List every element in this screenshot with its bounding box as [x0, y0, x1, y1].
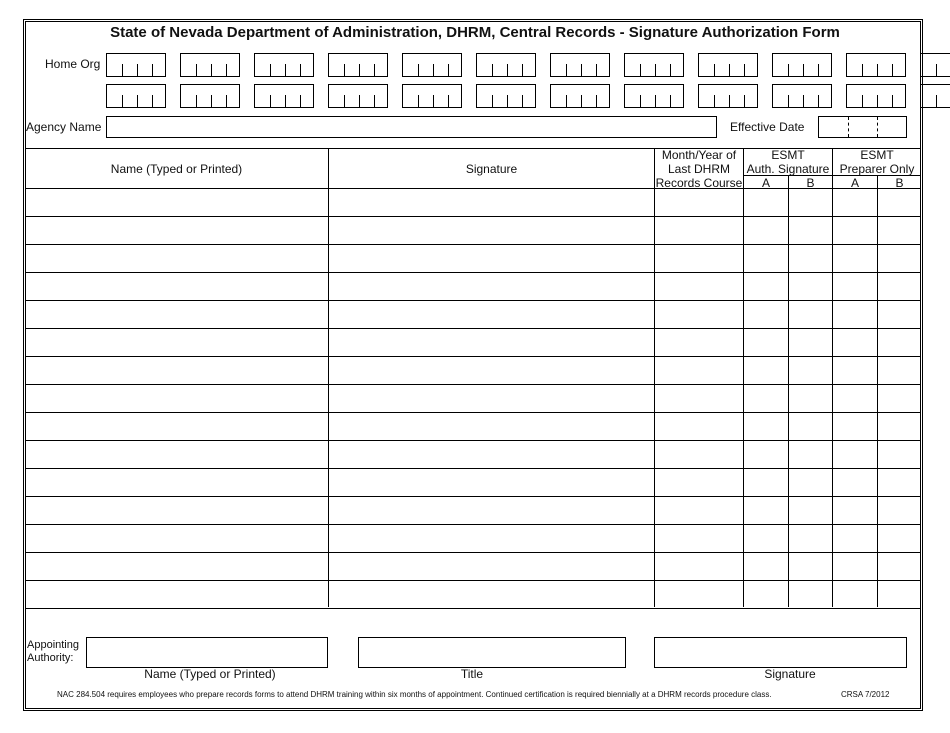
home-org-segment-input[interactable] [254, 84, 314, 108]
segment-divider [936, 95, 937, 107]
segment-divider [448, 95, 449, 107]
home-org-segment-input[interactable] [920, 84, 950, 108]
header-esmt-preparer [833, 148, 921, 176]
table-row-line [25, 216, 921, 217]
agency-name-input[interactable] [106, 116, 717, 138]
table-row-line [25, 328, 921, 329]
col-divider [877, 175, 878, 607]
segment-divider [359, 64, 360, 76]
appointing-name-caption: Name (Typed or Printed) [144, 667, 276, 681]
segment-divider [226, 95, 227, 107]
home-org-segment-input[interactable] [328, 84, 388, 108]
segment-divider [862, 95, 863, 107]
segment-divider [359, 95, 360, 107]
nac-notice: NAC 284.504 requires employees who prepare records forms to attend DHRM training within six months of appointment. Continued certification is required biennially at a DHRM records procedure class. [57, 690, 772, 699]
segment-divider [448, 64, 449, 76]
home-org-segment-input[interactable] [254, 53, 314, 77]
segment-divider [418, 95, 419, 107]
home-org-segment-input[interactable] [698, 53, 758, 77]
segment-divider [892, 95, 893, 107]
segment-divider [788, 95, 789, 107]
table-row-line [25, 524, 921, 525]
form-id: CRSA 7/2012 [841, 690, 890, 699]
appointing-title-input[interactable] [358, 637, 626, 668]
home-org-segment-input[interactable] [106, 84, 166, 108]
appointing-authority-label [27, 639, 79, 665]
table-row-line [25, 384, 921, 385]
form-title: State of Nevada Department of Administration, DHRM, Central Records - Signature Authorization Form [110, 24, 840, 41]
header-esmt-auth [744, 148, 832, 176]
segment-divider [936, 64, 937, 76]
segment-divider [122, 64, 123, 76]
segment-divider [270, 64, 271, 76]
appointing-label-line2: Authority: [27, 652, 74, 664]
header-esmt-auth-line1: ESMT [771, 148, 805, 162]
segment-divider [744, 64, 745, 76]
header-auth-a: A [761, 176, 770, 190]
segment-divider [522, 95, 523, 107]
header-prep-a: A [850, 176, 859, 190]
header-course-line3: Records Course [655, 176, 743, 190]
home-org-segment-input[interactable] [772, 84, 832, 108]
segment-divider [596, 95, 597, 107]
home-org-segment-input[interactable] [624, 84, 684, 108]
segment-divider [433, 64, 434, 76]
home-org-segment-input[interactable] [846, 53, 906, 77]
segment-divider [670, 95, 671, 107]
agency-name-label: Agency Name [26, 120, 102, 134]
segment-divider [344, 95, 345, 107]
segment-divider [581, 64, 582, 76]
date-separator [877, 117, 878, 137]
segment-divider [655, 95, 656, 107]
col-divider [788, 175, 789, 607]
table-row-line [25, 468, 921, 469]
home-org-label: Home Org [45, 57, 101, 71]
segment-divider [433, 95, 434, 107]
header-prep-b: B [895, 176, 904, 190]
appointing-label-line1: Appointing [27, 639, 79, 651]
segment-divider [492, 64, 493, 76]
segment-divider [344, 64, 345, 76]
segment-divider [374, 95, 375, 107]
table-row-line [25, 356, 921, 357]
home-org-segment-input[interactable] [550, 84, 610, 108]
segment-divider [581, 95, 582, 107]
header-course [655, 148, 743, 190]
date-separator [848, 117, 849, 137]
segment-divider [818, 64, 819, 76]
appointing-signature-input[interactable] [654, 637, 907, 668]
segment-divider [566, 95, 567, 107]
table-row-line [25, 412, 921, 413]
header-esmt-auth-line2: Auth. Signature [746, 162, 830, 176]
segment-divider [714, 64, 715, 76]
segment-divider [522, 64, 523, 76]
segment-divider [803, 95, 804, 107]
segment-divider [507, 64, 508, 76]
segment-divider [226, 64, 227, 76]
home-org-segment-input[interactable] [624, 53, 684, 77]
segment-divider [418, 64, 419, 76]
segment-divider [729, 95, 730, 107]
segment-divider [640, 64, 641, 76]
segment-divider [596, 64, 597, 76]
segment-divider [744, 95, 745, 107]
segment-divider [152, 64, 153, 76]
home-org-segment-input[interactable] [476, 84, 536, 108]
segment-divider [640, 95, 641, 107]
segment-divider [122, 95, 123, 107]
segment-divider [818, 95, 819, 107]
segment-divider [729, 64, 730, 76]
effective-date-label: Effective Date [730, 120, 805, 134]
home-org-segment-input[interactable] [106, 53, 166, 77]
segment-divider [137, 95, 138, 107]
segment-divider [892, 64, 893, 76]
home-org-segment-input[interactable] [698, 84, 758, 108]
segment-divider [670, 64, 671, 76]
header-esmt-prep-line2: Preparer Only [839, 162, 915, 176]
home-org-segment-input[interactable] [846, 84, 906, 108]
table-row-line [25, 300, 921, 301]
home-org-segment-input[interactable] [772, 53, 832, 77]
home-org-segment-input[interactable] [402, 53, 462, 77]
segment-divider [137, 64, 138, 76]
header-signature: Signature [465, 162, 518, 176]
home-org-segment-input[interactable] [476, 53, 536, 77]
home-org-segment-input[interactable] [402, 84, 462, 108]
segment-divider [300, 95, 301, 107]
effective-date-input[interactable] [818, 116, 907, 138]
segment-divider [877, 64, 878, 76]
segment-divider [211, 95, 212, 107]
segment-divider [211, 64, 212, 76]
home-org-segment-input[interactable] [328, 53, 388, 77]
segment-divider [788, 64, 789, 76]
segment-divider [492, 95, 493, 107]
table-row-line [25, 496, 921, 497]
header-auth-b: B [806, 176, 815, 190]
header-course-line2: Last DHRM [667, 162, 730, 176]
segment-divider [285, 95, 286, 107]
segment-divider [300, 64, 301, 76]
table-row-line [25, 608, 921, 609]
segment-divider [566, 64, 567, 76]
header-course-line1: Month/Year of [661, 148, 737, 162]
segment-divider [196, 95, 197, 107]
segment-divider [655, 64, 656, 76]
segment-divider [285, 64, 286, 76]
header-name: Name (Typed or Printed) [110, 162, 243, 176]
appointing-name-input[interactable] [86, 637, 328, 668]
table-row-line [25, 580, 921, 581]
table-row-line [25, 272, 921, 273]
home-org-segment-input[interactable] [180, 53, 240, 77]
appointing-signature-caption: Signature [764, 667, 816, 681]
table-row-line [25, 440, 921, 441]
home-org-segment-input[interactable] [550, 53, 610, 77]
segment-divider [270, 95, 271, 107]
table-row-line [25, 244, 921, 245]
segment-divider [803, 64, 804, 76]
header-esmt-prep-line1: ESMT [860, 148, 894, 162]
segment-divider [507, 95, 508, 107]
home-org-segment-input[interactable] [920, 53, 950, 77]
table-row-line [25, 552, 921, 553]
home-org-segment-input[interactable] [180, 84, 240, 108]
segment-divider [374, 64, 375, 76]
segment-divider [877, 95, 878, 107]
segment-divider [714, 95, 715, 107]
segment-divider [152, 95, 153, 107]
appointing-title-caption: Title [460, 667, 484, 681]
segment-divider [862, 64, 863, 76]
segment-divider [196, 64, 197, 76]
